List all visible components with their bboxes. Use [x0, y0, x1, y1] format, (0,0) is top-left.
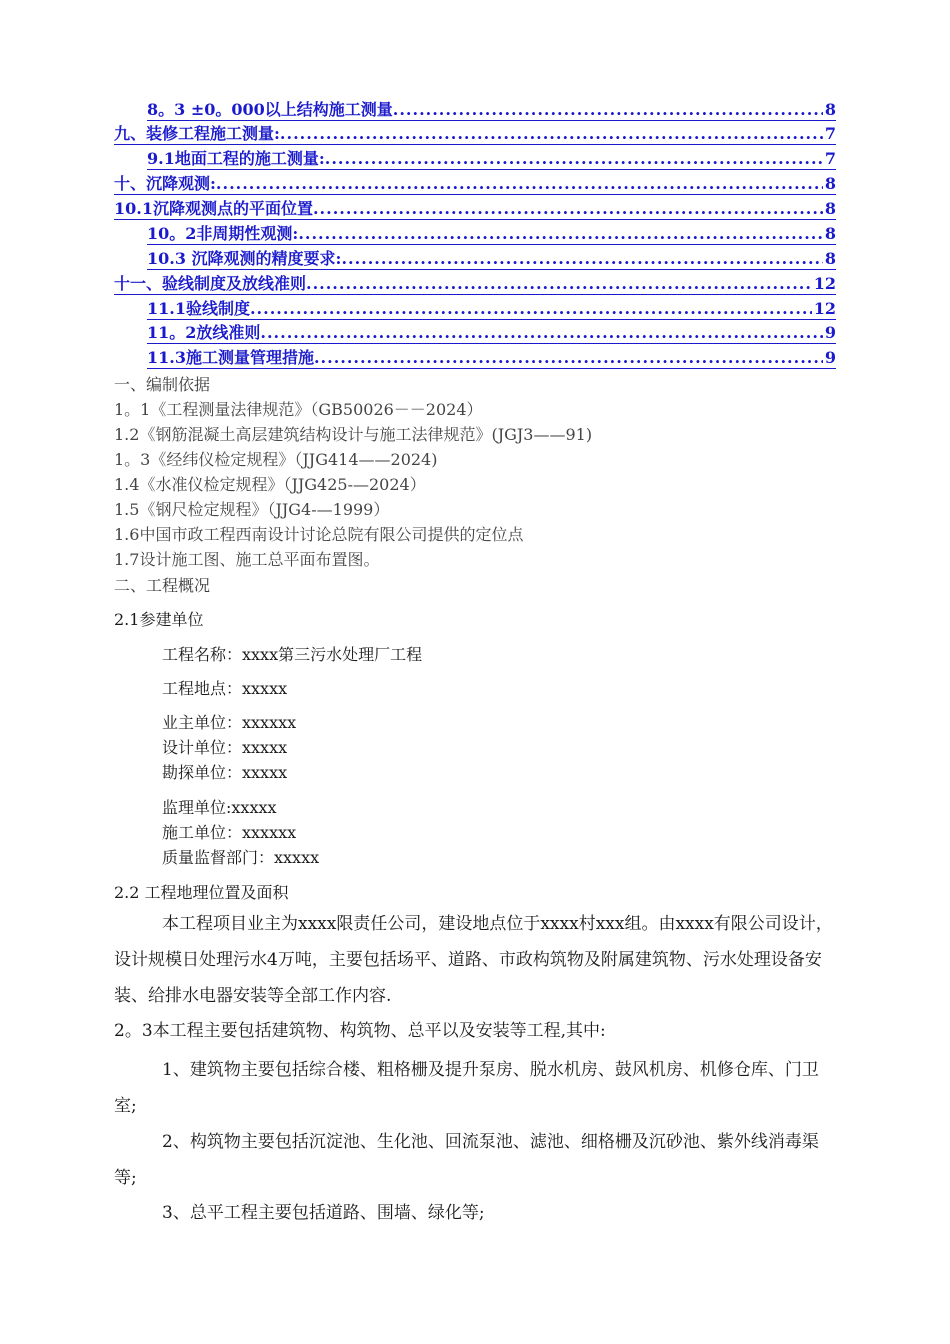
reference-item: 1。3《经纬仪检定规程》（JJG414——2024): [114, 450, 438, 469]
list-item: 3、总平工程主要包括道路、围墙、绿化等;: [162, 1203, 485, 1223]
toc-page-number: 8: [824, 199, 836, 218]
toc-page-number: 8: [824, 174, 836, 193]
toc-text: 8。3 ±0。000以上结构施工测量: [147, 100, 393, 119]
toc-row: [0, 249, 950, 273]
toc-row: [0, 274, 950, 298]
toc-page-number: 7: [824, 124, 836, 143]
toc-page-number: 12: [813, 299, 836, 318]
toc-leader: [393, 100, 823, 120]
toc-link[interactable]: [147, 100, 836, 121]
reference-item: 1.7设计施工图、施工总平面布置图。: [114, 550, 380, 569]
toc-leader: [313, 199, 823, 219]
toc-row: [0, 224, 950, 248]
toc-text: 10.1沉降观测点的平面位置: [114, 199, 313, 218]
toc-text: 11.1验线制度: [147, 299, 250, 318]
toc-page-number: 8: [824, 224, 836, 243]
toc-row: [0, 100, 950, 124]
toc-text: 九、装修工程施工测量:: [114, 124, 280, 143]
toc-page-number: 8: [824, 100, 836, 119]
toc-leader: [280, 124, 823, 144]
unit-line: 工程名称：xxxx第三污水处理厂工程: [162, 645, 423, 664]
toc-link[interactable]: [114, 199, 836, 220]
toc-link[interactable]: [147, 348, 836, 369]
reference-item: 1。1《工程测量法律规范》（GB50026－－2024）: [114, 400, 483, 419]
unit-line: 质量监督部门：xxxxx: [162, 848, 320, 867]
toc-leader: [341, 249, 822, 269]
section-heading: 一、编制依据: [114, 375, 211, 394]
toc-row: [0, 299, 950, 323]
toc-row: [0, 174, 950, 198]
toc-page-number: 8: [824, 249, 836, 268]
reference-item: 1.2《钢筋混凝土高层建筑结构设计与施工法律规范》(JGJ3——91): [114, 425, 593, 444]
toc-leader: [250, 299, 812, 319]
unit-line: 业主单位：xxxxxx: [162, 713, 297, 732]
subsection-heading: 2.2 工程地理位置及面积: [114, 883, 289, 902]
toc-row: [0, 149, 950, 173]
toc-link[interactable]: [147, 149, 836, 170]
toc-link[interactable]: [147, 249, 836, 270]
toc-page-number: 9: [824, 323, 836, 342]
toc-link[interactable]: [114, 174, 836, 195]
reference-item: 1.5《钢尺检定规程》（JJG4-—1999）: [114, 500, 390, 519]
toc-text: 10。2非周期性观测:: [147, 224, 299, 243]
toc-link[interactable]: [147, 323, 836, 344]
toc-row: [0, 348, 950, 372]
toc-text: 11.3施工测量管理措施: [147, 348, 314, 367]
toc-leader: [325, 149, 823, 169]
unit-line: 监理单位:xxxxx: [162, 798, 277, 817]
reference-item: 1.6中国市政工程西南设计讨论总院有限公司提供的定位点: [114, 525, 524, 544]
reference-item: 1.4《水准仪检定规程》（JJG425-—2024）: [114, 475, 426, 494]
toc-page-number: 12: [813, 274, 836, 293]
unit-line: 工程地点：xxxxx: [162, 679, 288, 698]
subsection-heading: 2.1参建单位: [114, 610, 204, 629]
toc-link[interactable]: [114, 274, 836, 295]
toc-link[interactable]: [114, 124, 836, 145]
toc-text: 11。2放线准则: [147, 323, 261, 342]
toc-page-number: 9: [824, 348, 836, 367]
toc-text: 十、沉降观测:: [114, 174, 216, 193]
toc-row: [0, 124, 950, 148]
section-heading: 二、工程概况: [114, 576, 211, 595]
toc-page-number: 7: [824, 149, 836, 168]
toc-leader: [260, 323, 822, 343]
subsection-heading: 2。3本工程主要包括建筑物、构筑物、总平以及安装等工程,其中:: [114, 1021, 606, 1041]
toc-text: 十一、验线制度及放线准则: [114, 274, 307, 293]
toc-row: [0, 199, 950, 223]
unit-line: 设计单位：xxxxx: [162, 738, 288, 757]
toc-leader: [314, 348, 823, 368]
body-paragraph: 本工程项目业主为xxxx限责任公司，建设地点位于xxxx村xxx组。由xxxx有限公司设计，设计规模日处理污水4万吨，主要包括场平、道路、市政构筑物及附属建筑物、污水处理设备安装、给排水电器安装等全部工作内容.: [114, 914, 833, 1006]
toc-leader: [298, 224, 823, 244]
list-item: 1、建筑物主要包括综合楼、粗格栅及提升泵房、脱水机房、鼓风机房、机修仓库、门卫室;: [114, 1060, 819, 1116]
toc-row: [0, 323, 950, 347]
unit-line: 施工单位：xxxxxx: [162, 823, 297, 842]
unit-line: 勘探单位：xxxxx: [162, 763, 288, 782]
list-item: 2、构筑物主要包括沉淀池、生化池、回流泵池、滤池、细格栅及沉砂池、紫外线消毒渠等;: [114, 1132, 819, 1188]
toc-text: 9.1地面工程的施工测量:: [147, 149, 325, 168]
toc-leader: [216, 174, 823, 194]
toc-link[interactable]: [147, 224, 836, 245]
toc-leader: [306, 274, 812, 294]
toc-link[interactable]: [147, 299, 836, 320]
toc-text: 10.3 沉降观测的精度要求:: [147, 249, 342, 268]
